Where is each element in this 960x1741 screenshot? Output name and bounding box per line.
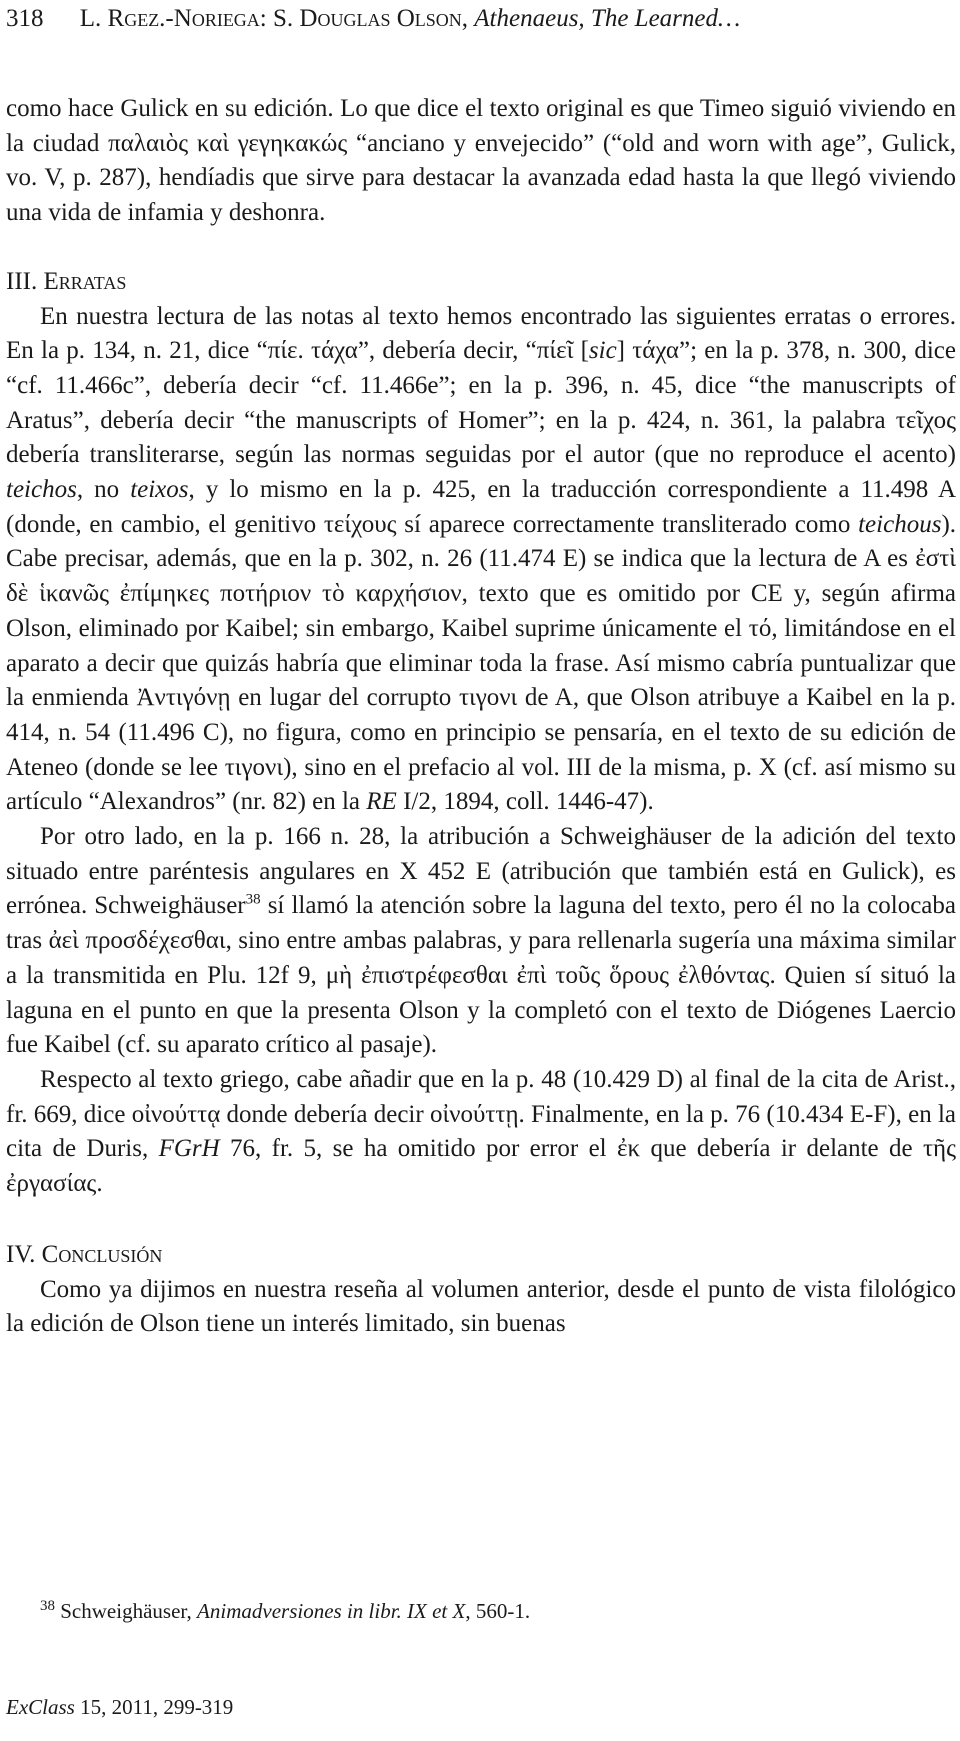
greek-text: παλαιὸς καὶ γεγηκακώς (108, 129, 348, 157)
greek-text: τιγονι (224, 753, 284, 781)
section-heading-erratas: III. Erratas (6, 267, 127, 295)
paragraph-greek-text: Respecto al texto griego, cabe añadir que en la p. 48 (10.429 D) al final de la cita de Arist., fr. 669, dice οἰνούττᾳ donde debería decir οἰνούττῃ. Finalmente, en la p. 76 (10.434 E-F), en la cita de Duris, FGrH 76, fr. 5, se ha omitido por error el ἐκ que debería ir delante de τῆς ἐργασίας. (6, 1065, 957, 1198)
greek-text: ἐστὶ δὲ ἱκανῶς ἐπίμηκες ποτήριον τὸ καρχήσιον (6, 545, 956, 608)
section-heading-conclusion: IV. Conclusión (6, 1240, 163, 1268)
footnote-number: 38 (40, 1598, 55, 1614)
page-number: 318 (6, 5, 44, 32)
greek-text: πίεῖ (536, 337, 574, 365)
paragraph-erratas: En nuestra lectura de las notas al texto hemos encontrado las siguientes erratas o errores. En la p. 134, n. 21, dice “πίε. τάχα”, debería decir, “πίεῖ [sic] τάχα”; en la p. 378, n. 300, dice “cf. 11.466c”, debería decir “cf. 11.466e”; en la p. 396, n. 45, dice “the manuscripts of Aratus”, debería decir “the manuscripts of Homer”; en la p. 424, n. 361, la palabra τεῖχος debería transliterarse, según las normas seguidas por el autor (que no reproduce el acento) teichos, no teixos, y lo mismo en la p. 425, en la traducción correspondiente a 11.498 A (donde, en cambio, el genitivo τείχους sí aparece correctamente transliterado como teichous). Cabe precisar, además, que en la p. 302, n. 26 (11.474 E) se indica que la lectura de A es ἐστὶ δὲ ἱκανῶς ἐπίμηκες ποτήριον τὸ καρχήσιον, texto que es omitido por CE y, según afirma Olson, eliminado por Kaibel; sin embargo, Kaibel suprime únicamente el τό, limitándose en el aparato a decir que quizás habría que eliminar toda la frase. Así mismo cabría puntualizar que la enmienda Ἀντιγόνῃ en lugar del corrupto τιγονι de A, que Olson atribuye a Kaibel en la p. 414, n. 54 (11.496 C), no figura, como en principio se pensaría, en el texto de su edición de Ateneo (donde se lee τιγονι), sino en el prefacio al vol. III de la misma, p. X (cf. así mismo su artículo “Alexandros” (nr. 82) en la RE I/2, 1894, coll. 1446-47). (6, 302, 957, 816)
paragraph-continuation: como hace Gulick en su edición. Lo que dice el texto original es que Timeo siguió viviendo en la ciudad παλαιὸς καὶ γεγηκακώς “anciano y envejecido” (“old and worn with age”, Gulick, vo. V, p. 287), hendíadis que sirve para destacar la avanzada edad hasta la que llegó viviendo una vida de infamia y deshonra. (6, 95, 957, 227)
greek-text: τείχους (323, 510, 397, 538)
greek-text: τιγονι (458, 684, 518, 712)
main-text (6, 92, 956, 1342)
greek-text: τεῖχος (895, 406, 956, 434)
greek-text: οἰνούττᾳ (131, 1100, 221, 1128)
greek-text: ἀεὶ προσδέχεσθαι (48, 927, 226, 955)
page-footer (6, 1693, 233, 1721)
footnote-marker: 38 (245, 892, 261, 909)
greek-text: τό (748, 614, 772, 642)
greek-text: μὴ ἐπιστρέφεσθαι ἐπὶ τοῦς ὅρους ἐλθόντας (325, 961, 770, 989)
footnote: $^{38}$ Schweighäuser, Animadversiones in libr. IX et X, 560-1. (40, 1598, 531, 1623)
greek-text: τῆς ἐργασίας (6, 1135, 957, 1198)
journal-name: ExClass (6, 1695, 75, 1719)
journal-info: 15, 2011, 299-319 (74, 1695, 234, 1719)
greek-text: πίε. τάχα (267, 337, 358, 365)
running-head-author: L. Rgez.-Noriega: S. Douglas Olson, (79, 5, 475, 32)
greek-text: Ἀντιγόνῃ (136, 684, 231, 712)
paragraph-conclusion: Como ya dijimos en nuestra reseña al volumen anterior, desde el punto de vista filológico la edición de Olson tiene un interés limitado, sin buenas (6, 1275, 956, 1338)
paragraph-schweighauser: Por otro lado, en la p. 166 n. 28, la atribución a Schweighäuser de la adición del texto situado entre paréntesis angulares en X 452 E (atribución que también está en Gulick), es errónea. Schweighäuser$^{38}$ sí llamó la atención sobre la laguna del texto, pero él no la colocaba tras ἀεὶ προσδέχεσθαι, sino entre ambas palabras, y para rellenarla sugería una máxima similar a la transmitida en Plu. 12f 9, μὴ ἐπιστρέφεσθαι ἐπὶ τοῦς ὅρους ἐλθόντας. Quien sí situó la laguna en el punto en que la presenta Olson y la completó con el texto de Diógenes Laercio fue Kaibel (cf. su aparato crítico al pasaje). (6, 823, 957, 1059)
greek-text: οἰνούττῃ (429, 1100, 519, 1128)
greek-text: ἐκ (616, 1135, 641, 1163)
running-head-title: Athenaeus, The Learned… (474, 5, 741, 32)
running-header (6, 2, 956, 36)
greek-text: τάχα (632, 337, 680, 365)
